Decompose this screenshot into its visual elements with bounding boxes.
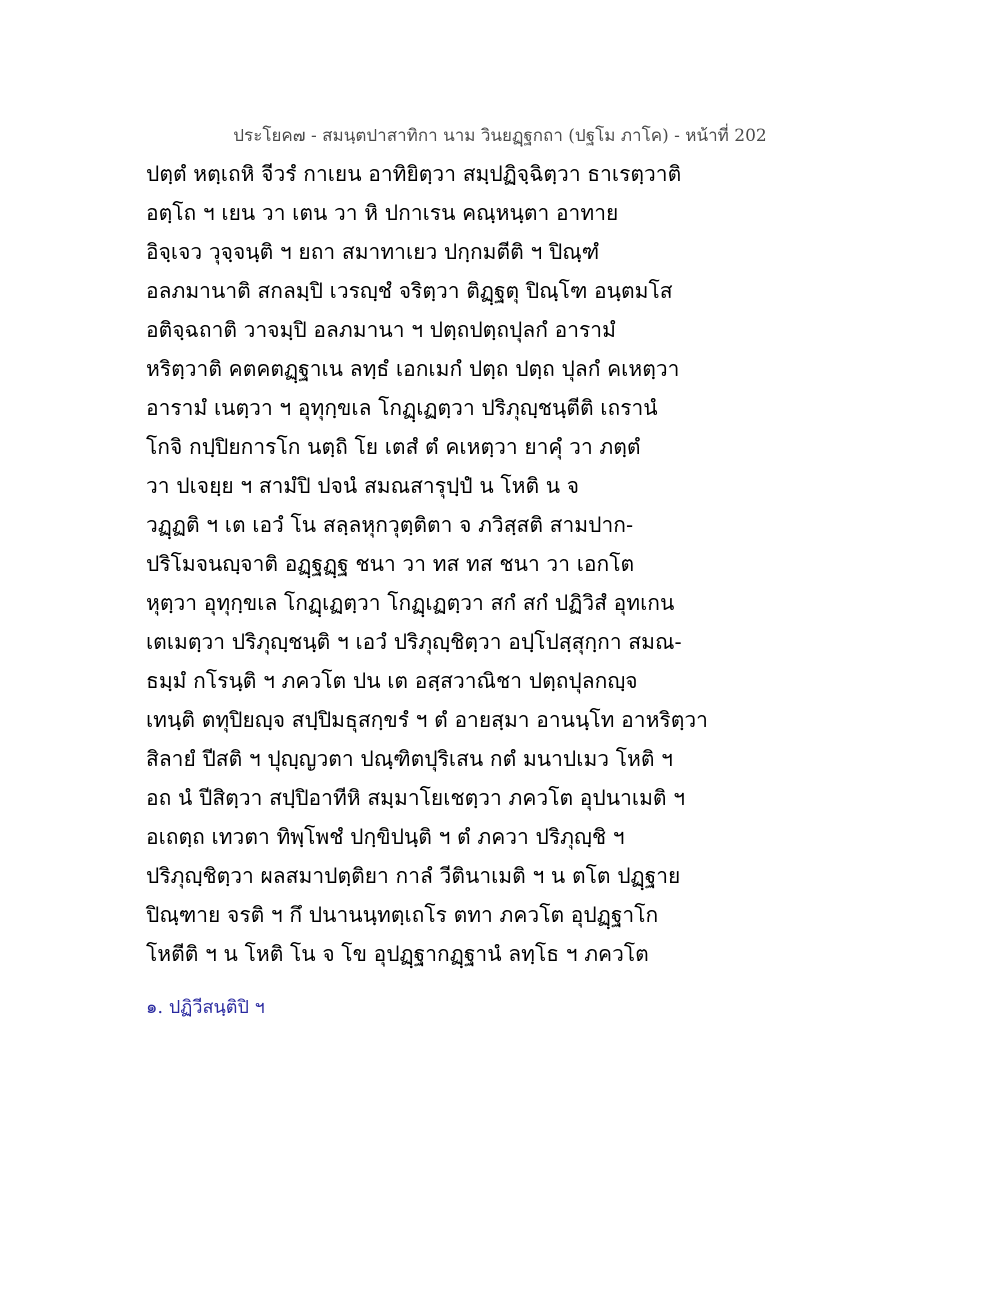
text-line-17: อถ นํ ปีสิตฺวา สปฺปิอาทีหิ สมฺมาโยเชตฺวา ภควโต อุปนาเมติ ฯ	[146, 786, 686, 810]
text-line-9: วา ปเจยฺย ฯ สามํปิ ปจนํ สมณสารุปฺปํ น โหติ น จ	[146, 474, 580, 498]
text-line-12: หุตฺวา อุทุกฺขเล โกฏฺเฏตฺวา โกฏฺเฏตฺวา สกํ สกํ ปฏิวิสํ อุทเกน	[146, 591, 675, 615]
text-line-8: โกจิ กปฺปิยการโก นตฺถิ โย เตสํ ตํ คเหตฺวา ยาคุํ วา ภตฺตํ	[146, 435, 641, 459]
text-line-4: อลภมานาติ สกลมฺปิ เวรญฺชํ จริตฺวา ติฏฺฐตุ ปิณฺโฑ อนฺตมโส	[146, 279, 673, 303]
text-line-21: โหตีติ ฯ น โหติ โน จ โข อุปฏฺฐากฏฺฐานํ ลทฺโธ ฯ ภควโต	[146, 942, 649, 966]
footnote: ๑. ปฏิวีสนฺติปิ ฯ	[146, 997, 265, 1018]
page-header	[0, 122, 1000, 149]
text-line-18: อเถตฺถ เทวตา ทิพฺโพชํ ปกฺขิปนฺติ ฯ ตํ ภควา ปริภุญฺชิ ฯ	[146, 825, 625, 849]
text-line-13: เตเมตฺวา ปริภุญฺชนฺติ ฯ เอวํ ปริภุญฺชิตฺวา อปฺโปสฺสุกฺกา สมณ-	[146, 630, 682, 654]
text-line-14: ธมฺมํ กโรนฺติ ฯ ภควโต ปน เต อสฺสวาณิชา ปตฺถปุลกญฺจ	[146, 669, 638, 693]
text-line-16: สิลายํ ปีสติ ฯ ปุญฺญวตา ปณฺฑิตปุริเสน กตํ มนาปเมว โหติ ฯ	[146, 747, 673, 771]
text-line-6: หริตฺวาติ คตคตฏฺฐาเน ลทฺธํ เอกเมกํ ปตฺถ ปตฺถ ปุลกํ คเหตฺวา	[146, 357, 680, 381]
page-number: หน้าที่ 202	[685, 126, 767, 146]
text-line-2: อตฺโถ ฯ เยน วา เตน วา หิ ปกาเรน คณฺหนฺตา อาทาย	[146, 201, 619, 225]
header-separator: -	[668, 126, 686, 146]
text-line-7: อารามํ เนตฺวา ฯ อุทุกฺขเล โกฏฺเฏตฺวา ปริภุญฺชนฺตีติ เถรานํ	[146, 396, 658, 420]
body-text	[146, 155, 706, 974]
text-line-20: ปิณฺฑาย จรติ ฯ กึ ปนานนฺทตฺเถโร ตทา ภควโต อุปฏฺฐาโก	[146, 903, 659, 927]
text-line-11: ปริโมจนญฺจาติ อฏฺฐฏฺฐ ชนา วา ทส ทส ชนา วา เอกโต	[146, 552, 635, 576]
text-line-10: วฏฺฏติ ฯ เต เอวํ โน สลฺลหุกวุตฺติตา จ ภวิสฺสติ สามปาก-	[146, 513, 634, 537]
text-line-19: ปริภุญฺชิตฺวา ผลสมาปตฺติยา กาลํ วีตินาเมติ ฯ น ตโต ปฏฺฐาย	[146, 864, 681, 888]
text-line-3: อิจฺเจว วุจฺจนฺติ ฯ ยถา สมาทาเยว ปกฺกมตีติ ฯ ปิณฺฑํ	[146, 240, 600, 264]
text-line-5: อติจฺฉถาติ วาจมฺปิ อลภมานา ฯ ปตฺถปตฺถปุลกํ อารามํ	[146, 318, 616, 342]
text-line-1: ปตฺตํ หตฺเถหิ จีวรํ กาเยน อาทิยิตฺวา สมฺปฏิจฺฉิตฺวา ธาเรตฺวาติ	[146, 162, 682, 186]
text-line-15: เทนฺติ ตทุปิยญฺจ สปฺปิมธุสกฺขรํ ฯ ตํ อายสฺมา อานนฺโท อาหริตฺวา	[146, 708, 708, 732]
book-title: ประโยค๗ - สมนฺตปาสาทิกา นาม วินยฏฺฐกถา (ปฐโม ภาโค)	[233, 126, 669, 146]
